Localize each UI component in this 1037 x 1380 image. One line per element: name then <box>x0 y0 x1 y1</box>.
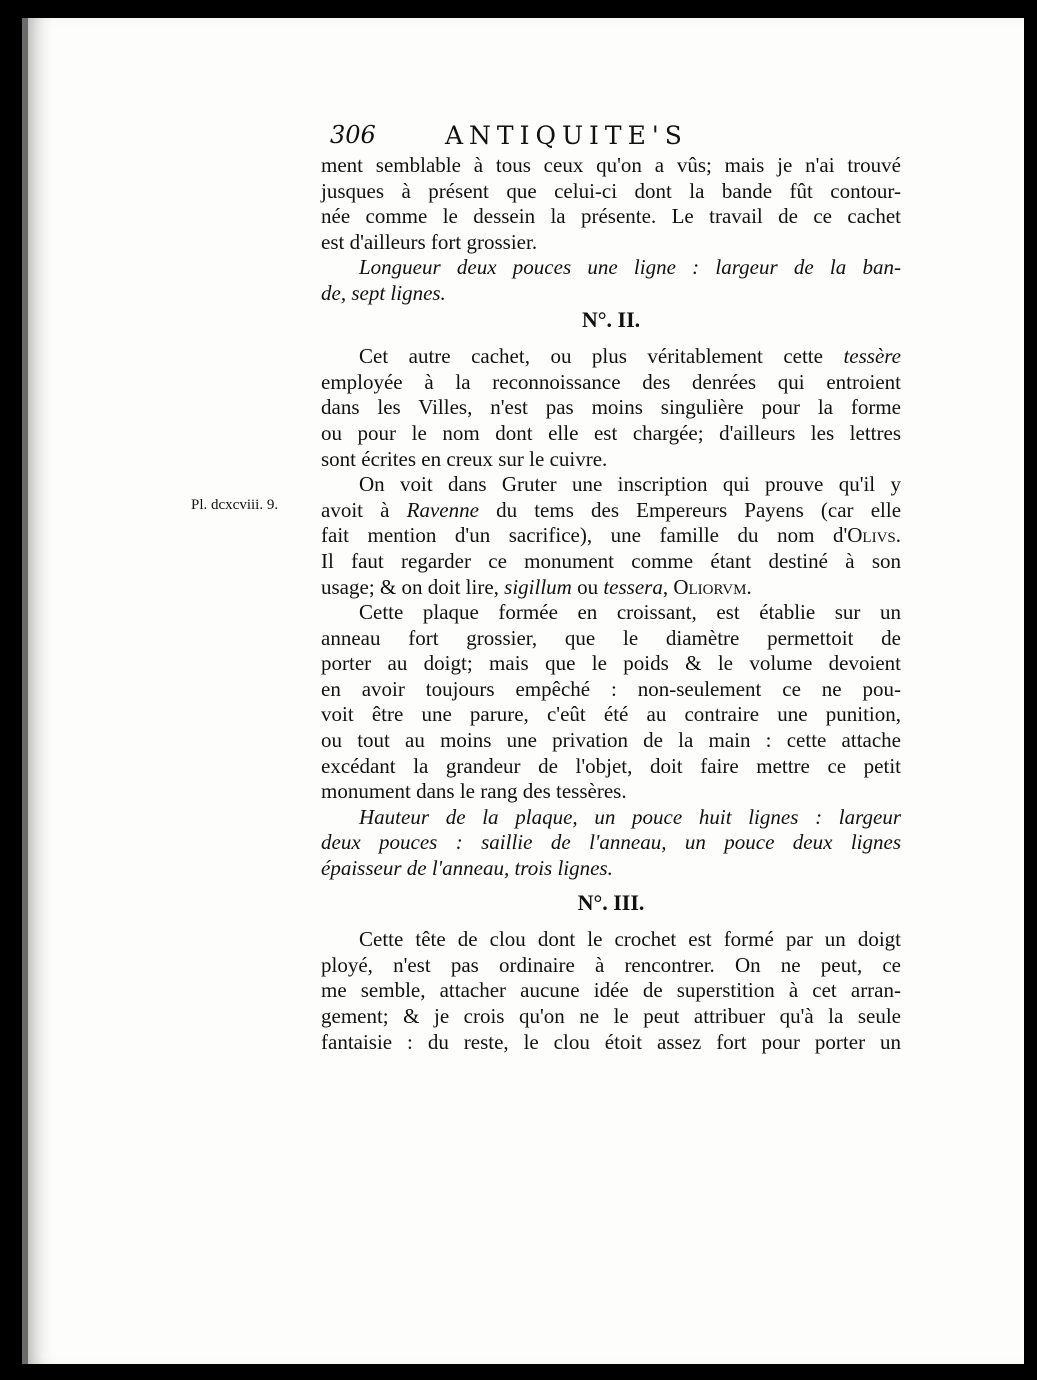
measurements-one <box>321 255 901 306</box>
text-line <box>321 498 901 524</box>
text-line: Cette tête de clou dont le crochet est formé par un doigt <box>359 927 901 952</box>
running-head: ANTIQUITE'S <box>445 121 688 150</box>
page-header <box>330 121 790 155</box>
text-line: en avoir toujours empêché : non-seulement ce ne pou- <box>321 676 901 701</box>
measurements-two <box>321 805 901 882</box>
text-line: Longueur deux pouces une ligne : largeur de la ban- <box>359 255 901 280</box>
term-tessere: tessère <box>843 344 901 369</box>
section-heading-two: N°. II. <box>581 306 641 332</box>
text-run: avoit à <box>321 497 390 522</box>
text-line: On voit dans Gruter une inscription qui prouve qu'il y <box>359 472 901 497</box>
text-line: Cette plaque formée en croissant, est établie sur un <box>359 600 901 625</box>
paragraph-plaque <box>321 600 901 805</box>
text-line: employée à la reconnoissance des denrées qui entroient <box>321 369 901 394</box>
name-olivs: Olivs. <box>847 523 901 548</box>
paragraph-gruter <box>321 472 901 600</box>
text-line: née comme le dessein la présente. Le travail de ce cachet <box>321 204 901 229</box>
text-line: Hauteur de la plaque, un pouce huit lignes : largeur <box>359 804 901 829</box>
section-heading-three: N°. III. <box>577 889 645 915</box>
paragraph-tessere <box>321 344 901 472</box>
text-line: Il faut regarder ce monument comme étant destiné à son <box>321 548 901 573</box>
text-line: voit être une parure, c'eût été au contraire une punition, <box>321 702 901 727</box>
page-number: 306 <box>330 121 376 149</box>
text-line: ou pour le nom dont elle est chargée; d'ailleurs les lettres <box>321 420 901 445</box>
text-run: ou <box>577 574 599 599</box>
text-line: de, sept lignes. <box>321 280 446 305</box>
text-line: épaisseur de l'anneau, trois lignes. <box>321 856 613 881</box>
place-ravenne: Ravenne <box>406 497 479 522</box>
text-line: porter au doigt; mais que le poids & le volume devoient <box>321 651 901 676</box>
text-run: usage; & on doit lire, <box>321 574 499 599</box>
plate-reference: Pl. dcxcviii. 9. <box>191 497 279 513</box>
text-line <box>321 344 901 370</box>
term-sigillum: sigillum <box>504 574 572 599</box>
text-line: gement; & je crois qu'on ne le peut attribuer qu'à la seule <box>321 1004 901 1028</box>
book-page <box>22 18 1024 1364</box>
text-line: est d'ailleurs fort grossier. <box>321 229 538 254</box>
text-line: sont écrites en creux sur le cuivre. <box>321 446 608 471</box>
text-line: me semble, attacher aucune idée de superstition à cet arran- <box>321 978 901 1003</box>
text-line: deux pouces : saillie de l'anneau, un pouce deux lignes <box>321 830 901 855</box>
text-line <box>321 575 901 601</box>
text-line: ployé, n'est pas ordinaire à rencontrer. On ne peut, ce <box>321 952 901 977</box>
text-line: monument dans le rang des tessères. <box>321 779 627 804</box>
term-tessera: tessera <box>603 574 663 599</box>
text-line: dans les Villes, n'est pas moins singulière pour la forme <box>321 395 901 420</box>
text-run: Cet autre cachet, ou plus véritablement cette <box>359 344 823 369</box>
text-run: , <box>662 574 674 599</box>
text-line: excédant la grandeur de l'objet, doit faire mettre ce petit <box>321 753 901 778</box>
text-line <box>321 523 901 549</box>
name-oliorvm: Oliorvm. <box>673 574 752 599</box>
text-run: du tems des Empereurs Payens (car elle <box>496 497 902 522</box>
paragraph-clou <box>321 927 901 1055</box>
paragraph-continuation <box>321 153 901 255</box>
text-line: anneau fort grossier, que le diamètre permettoit de <box>321 625 901 650</box>
text-line: fantaisie : du reste, le clou étoit assez fort pour porter un <box>321 1029 901 1054</box>
text-run: fait mention d'un sacrifice), une famille du nom d' <box>321 523 848 548</box>
text-line: jusques à présent que celui-ci dont la bande fût contour- <box>321 178 901 203</box>
text-line: ment semblable à tous ceux qu'on a vûs; mais je n'ai trouvé <box>321 153 901 177</box>
text-line: ou tout au moins une privation de la main : cette attache <box>321 728 901 753</box>
body-text <box>321 153 901 1055</box>
